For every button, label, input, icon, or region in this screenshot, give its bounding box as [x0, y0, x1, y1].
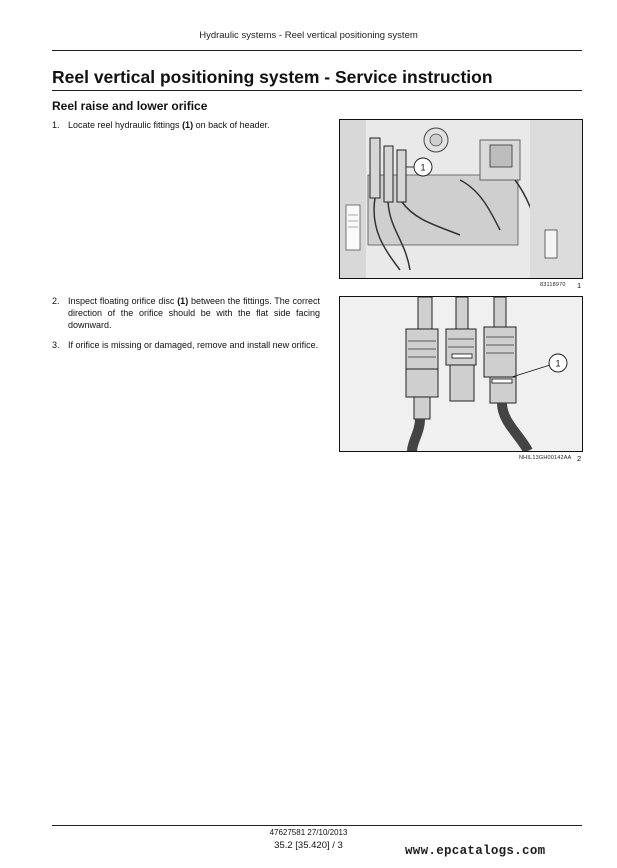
document-id: 47627581 27/10/2013 [269, 828, 348, 837]
step-text [68, 119, 320, 131]
step-text-part: Inspect floating orifice disc [68, 296, 178, 306]
step-number: 1. [52, 120, 60, 130]
step-1 [52, 119, 320, 131]
orifice-fittings-illustration [340, 297, 582, 451]
figure-2-photo [339, 296, 583, 452]
figure-number: 1 [577, 281, 582, 290]
figure-callout: 1 [420, 162, 426, 173]
step-callout-ref: (1) [182, 120, 194, 130]
figure-number: 2 [577, 454, 582, 463]
figure-1-photo [339, 119, 583, 279]
step-text [68, 295, 320, 331]
figure-code: 83118970 [540, 282, 566, 288]
step-text-part: between the fittings. The correct direction of the orifice should be with the flat side facing downward. [68, 296, 320, 330]
header-fittings-illustration [340, 120, 582, 278]
figure-callout: 1 [555, 358, 561, 369]
step-text [68, 339, 320, 351]
watermark: www.epcatalogs.com [405, 844, 546, 858]
page-title: Reel vertical positioning system - Service instruction [52, 67, 493, 87]
running-header: Hydraulic systems - Reel vertical positioning system [199, 30, 418, 41]
header-rule [52, 50, 582, 51]
figure-code: NHIL13GH00142AA [519, 455, 572, 461]
step-text-part: Locate reel hydraulic fittings [68, 120, 183, 130]
title-rule [52, 90, 582, 91]
step-callout-ref: (1) [177, 296, 189, 306]
step-3 [52, 339, 320, 351]
step-number: 3. [52, 340, 60, 350]
step-number: 2. [52, 296, 60, 306]
step-text-part: on back of header. [193, 120, 270, 130]
page-reference: 35.2 [35.420] / 3 [274, 840, 343, 851]
step-text-part: If orifice is missing or damaged, remove and install new orifice. [68, 340, 319, 350]
step-2 [52, 295, 320, 331]
footer-rule [52, 825, 582, 826]
section-title: Reel raise and lower orifice [52, 99, 208, 113]
